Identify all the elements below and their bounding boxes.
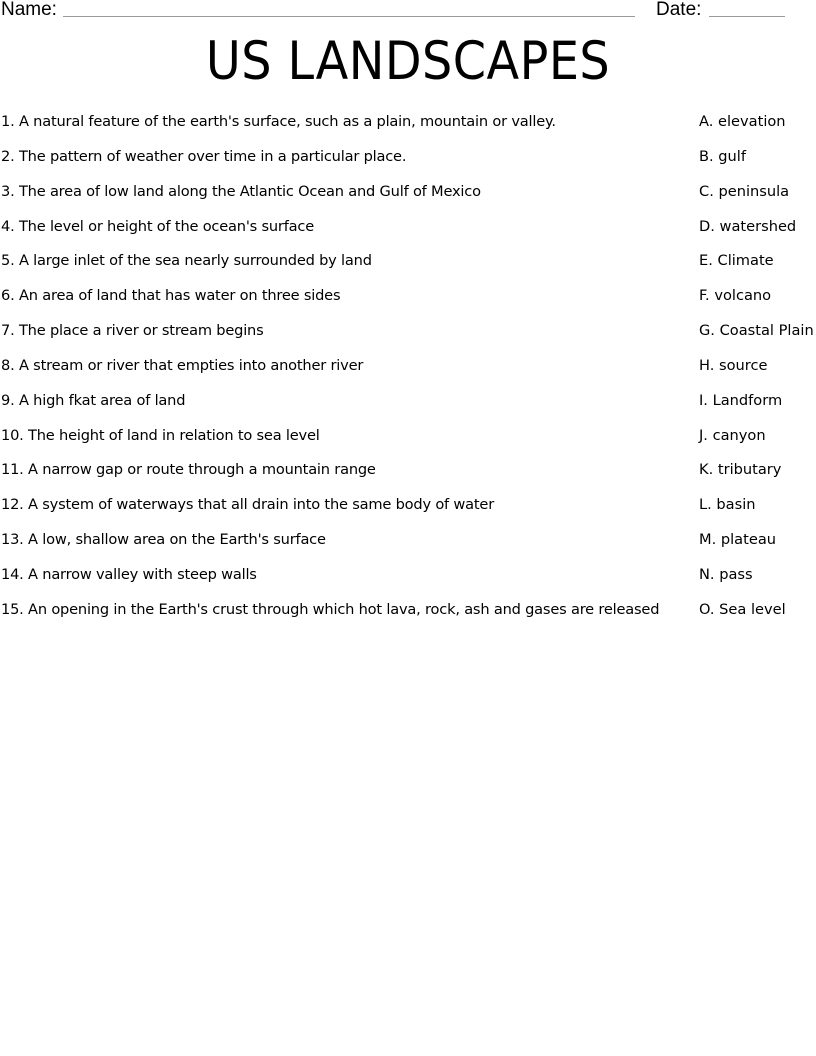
worksheet-title: US LANDSCAPES	[205, 31, 611, 92]
name-blank-line	[63, 16, 635, 17]
question-item: 2. The pattern of weather over time in a particular place.	[1, 147, 407, 165]
answer-item: I. Landform	[699, 391, 783, 409]
answer-list	[699, 112, 816, 635]
name-label: Name:	[1, 0, 57, 20]
date-blank-line	[709, 16, 785, 17]
answer-item: D. watershed	[699, 217, 797, 235]
answer-item: J. canyon	[699, 426, 766, 444]
date-label: Date:	[656, 0, 702, 20]
question-item: 1. A natural feature of the earth's surface, such as a plain, mountain or valley.	[1, 113, 556, 130]
question-item: 4. The level or height of the ocean's surface	[1, 217, 315, 235]
answer-item: A. elevation	[699, 113, 786, 130]
answer-item: N. pass	[699, 565, 753, 583]
answer-item: O. Sea level	[699, 600, 786, 618]
answer-item: K. tributary	[699, 461, 782, 479]
question-item: 13. A low, shallow area on the Earth's surface	[1, 531, 326, 549]
question-item: 10. The height of land in relation to sea level	[1, 426, 320, 444]
answer-item: C. peninsula	[699, 182, 790, 200]
question-item: 14. A narrow valley with steep walls	[1, 565, 257, 583]
answer-item: F. volcano	[699, 287, 772, 305]
answer-item: L. basin	[699, 496, 756, 514]
answer-item: B. gulf	[699, 147, 746, 165]
question-item: 8. A stream or river that empties into another river	[1, 356, 364, 374]
question-item: 9. A high fkat area of land	[1, 391, 186, 409]
answer-item: H. source	[699, 356, 768, 374]
worksheet-header	[0, 0, 816, 22]
answer-item: E. Climate	[699, 252, 774, 270]
question-item: 15. An opening in the Earth's crust through which hot lava, rock, ash and gases are released	[1, 600, 660, 618]
question-item: 11. A narrow gap or route through a mountain range	[1, 461, 376, 479]
answer-item: M. plateau	[699, 531, 777, 549]
question-item: 3. The area of low land along the Atlantic Ocean and Gulf of Mexico	[1, 182, 481, 200]
question-item: 7. The place a river or stream begins	[1, 322, 264, 340]
answer-item: G. Coastal Plain	[699, 322, 814, 340]
question-item: 5. A large inlet of the sea nearly surrounded by land	[1, 252, 372, 270]
question-item: 6. An area of land that has water on three sides	[1, 287, 341, 305]
question-list	[0, 112, 690, 635]
question-item: 12. A system of waterways that all drain into the same body of water	[1, 496, 495, 514]
